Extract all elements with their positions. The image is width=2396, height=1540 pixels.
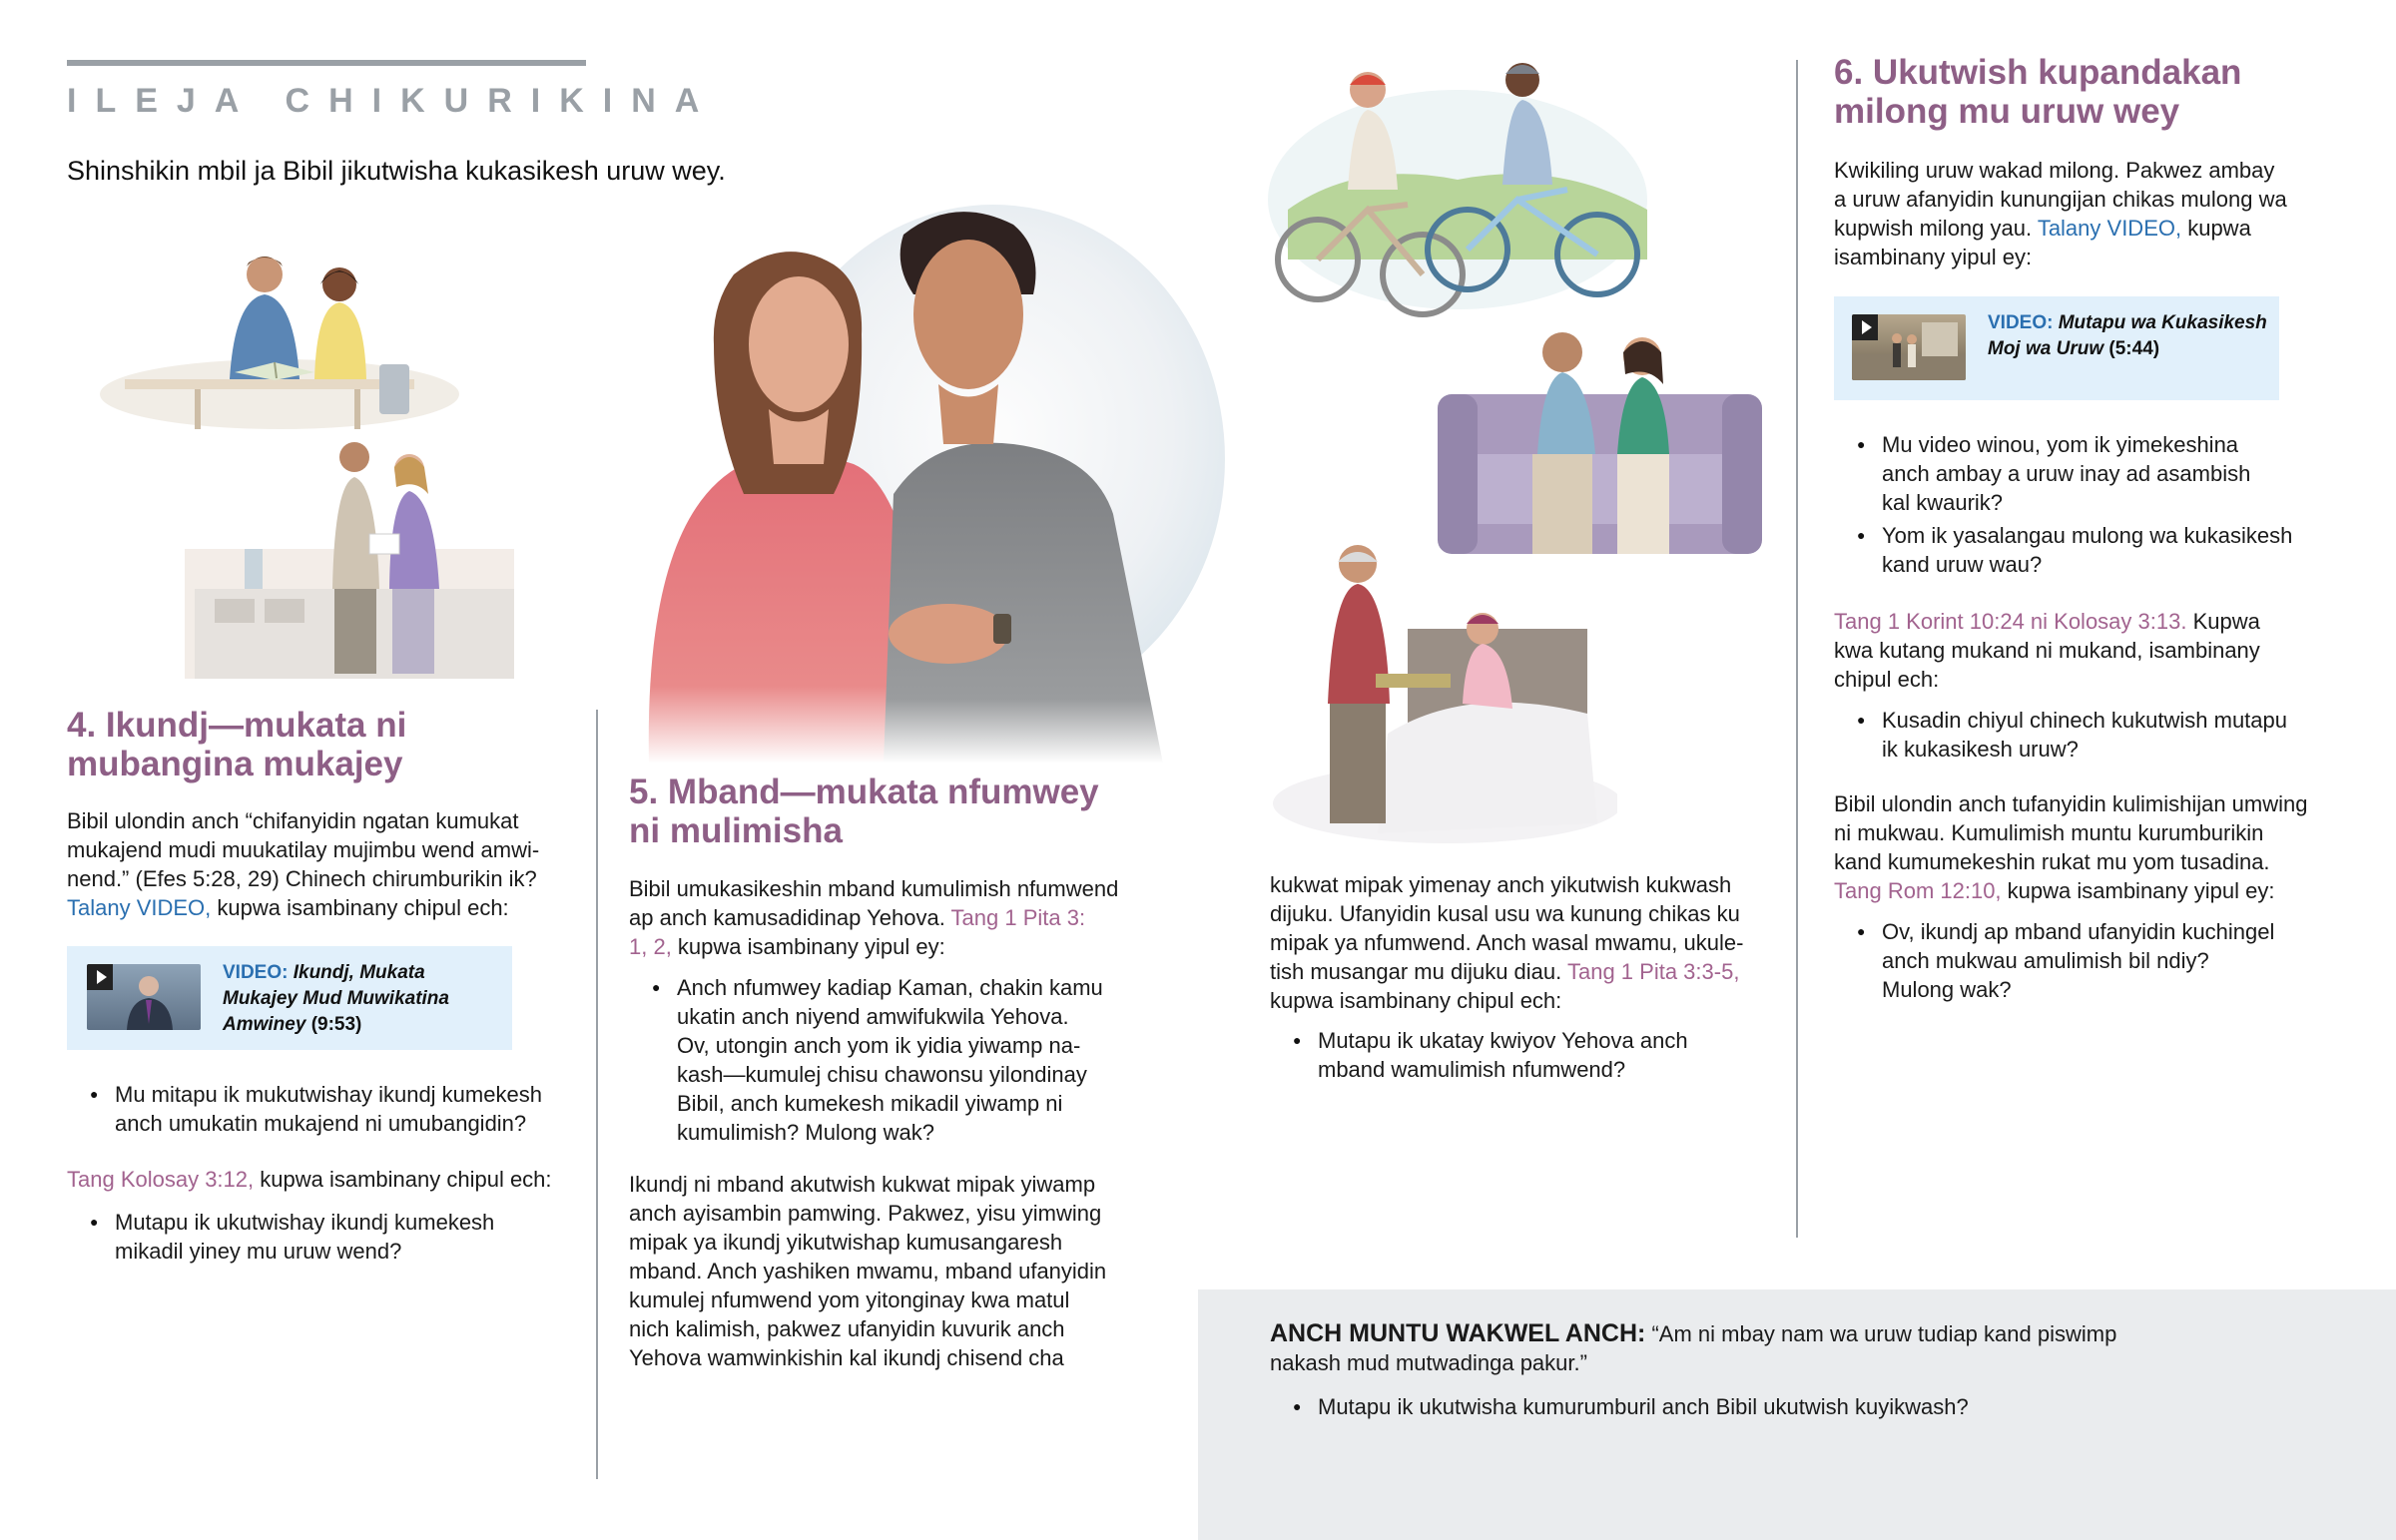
section6-questions-2	[1834, 706, 2353, 764]
objection-text: ANCH MUNTU WAKWEL ANCH: “Am ni mbay nam wa uruw tudiap kand piswimp nakash mud mutwadinga pakur.”	[1270, 1319, 2117, 1375]
list-item: ● Yom ik yasalangau mulong wa kukasikesh kand uruw wau?	[1834, 521, 2353, 579]
video-thumbnail[interactable]	[1852, 314, 1966, 380]
list-item: ● Mutapu ik ukutwisha kumurumburil anch Bibil ukutwish kuyikwash?	[1270, 1392, 2268, 1421]
objection-label: ANCH MUNTU WAKWEL ANCH:	[1270, 1319, 1646, 1347]
video-card-marriage[interactable]: VIDEO: Mutapu wa Kukasikesh Moj wa Uruw (5:44)	[1834, 296, 2279, 400]
lesson-label: ILEJA CHIKURIKINA	[67, 82, 719, 120]
section4-questions-1	[67, 1080, 586, 1138]
list-item: ● Kusadin chiyul chinech kukutwish mutapu ik kukasikesh uruw?	[1834, 706, 2353, 764]
watch-video-link[interactable]: Talany VIDEO,	[67, 895, 212, 920]
section5-continued-paragraph: kukwat mipak yimenay anch yikutwish kukwash dijuku. Ufanyidin kusal usu wa kunung chikas ku mipak ya nfumwend. Anch wasal mwamu, ukule- tish musangar mu dijuku diau. Tang 1 Pita 3:3-5, kupwa isambinany chipul ech:	[1270, 872, 1744, 1013]
section4-heading: 4. Ikundj—mukata ni mubangina mukajey	[67, 706, 407, 783]
section6-questions-3	[1834, 917, 2353, 1004]
play-icon[interactable]	[1852, 314, 1878, 340]
scripture-reference: Tang Rom 12:10,	[1834, 878, 2002, 903]
play-icon[interactable]	[87, 964, 113, 990]
video-thumbnail[interactable]	[87, 964, 201, 1030]
couple-kitchen-illustration	[185, 439, 514, 679]
caregiving-illustration	[1268, 534, 1617, 843]
column-divider	[1796, 60, 1798, 1238]
list-item: ● Mu mitapu ik mukutwishay ikundj kumekesh anch umukatin mukajend ni umubangidin?	[67, 1080, 586, 1138]
list-item: ● Ov, ikundj ap mband ufanyidin kuchingel anch mukwau amulimish bil ndiy? Mulong wak?	[1834, 917, 2353, 1004]
section5-heading: 5. Mband—mukata nfumwey ni mulimisha	[629, 772, 1099, 850]
section6-heading: 6. Ukutwish kupandakan milong mu uruw wey	[1834, 53, 2242, 131]
video-label: VIDEO:	[223, 962, 289, 983]
section5-questions	[629, 973, 1148, 1147]
section5-paragraph-1: Bibil umukasikeshin mband kumulimish nfumwend ap anch kamusadidinap Yehova. Tang 1 Pita 3: 1, 2, kupwa isambinany yipul ey:	[629, 876, 1119, 959]
list-item: ● Anch nfumwey kadiap Kaman, chakin kamu ukatin anch niyend amwifukwila Yehova. Ov, utongin anch yom ik yidia yiwamp na- kash—kumulej chisu chawonsu yilondinay Bibil, anch kumekesh mikadil yiwamp ni kumulimish? Mulong wak?	[629, 973, 1148, 1147]
scripture-reference: Tang 1 Korint 10:24 ni Kolosay 3:13.	[1834, 609, 2187, 634]
section4-paragraph: Bibil ulondin anch “chifanyidin ngatan kumukat mukajend mudi muukatilay mujimbu wend amwi- nend.” (Efes 5:28, 29) Chinech chirumburikin ik? Talany VIDEO, kupwa isambinany chipul ech:	[67, 808, 540, 920]
objection-questions	[1270, 1392, 2268, 1421]
intro-text: Shinshikin mbil ja Bibil jikutwisha kukasikesh uruw wey.	[67, 156, 726, 186]
section4-reference: Tang Kolosay 3:12, kupwa isambinany chipul ech:	[67, 1167, 552, 1192]
scripture-reference: Tang 1 Pita 3:	[950, 905, 1086, 930]
section4-questions-2	[67, 1208, 586, 1266]
video-label: VIDEO:	[1988, 312, 2054, 333]
video-duration: (9:53)	[310, 1014, 362, 1035]
list-item: ● Mu video winou, yom ik yimekeshina anch ambay a uruw inay ad asambish kal kwaurik?	[1834, 430, 2353, 517]
video-title: Ikundj, Mukata	[293, 962, 425, 983]
scripture-reference: Tang Kolosay 3:12,	[67, 1167, 255, 1192]
couple-cycling-illustration	[1258, 60, 1657, 329]
section6-questions-1	[1834, 430, 2353, 579]
scripture-reference: Tang 1 Pita 3:3-5,	[1566, 959, 1740, 984]
video-card-husbands[interactable]: VIDEO: Ikundj, Mukata Mukajey Mud Muwikatina Amwiney (9:53)	[67, 946, 512, 1050]
section6-paragraph-2: Bibil ulondin anch tufanyidin kulimishijan umwing ni mukwau. Kumulimish muntu kurumburikin kand kumumekeshin rukat mu yom tusadina. Tang Rom 12:10, kupwa isambinany yipul ey:	[1834, 791, 2308, 903]
watch-video-link[interactable]: Talany VIDEO,	[2037, 216, 2182, 241]
video-title: Mutapu wa Kukasikesh	[2058, 312, 2267, 333]
column-divider	[596, 710, 598, 1479]
list-item: ● Mutapu ik ukatay kwiyov Yehova anch mband wamulimish nfumwend?	[1270, 1026, 1789, 1084]
couple-holding-hands-illustration	[594, 195, 1233, 764]
section5-continued-questions	[1270, 1026, 1789, 1084]
list-item: ● Mutapu ik ukutwishay ikundj kumekesh mikadil yiney mu uruw wend?	[67, 1208, 586, 1266]
couple-studying-illustration	[95, 245, 464, 434]
section6-paragraph-1: Kwikiling uruw wakad milong. Pakwez ambay a uruw afanyidin kunungijan chikas mulong wa kupwish milong yau. Talany VIDEO, kupwa isambinany yipul ey:	[1834, 158, 2287, 269]
section5-paragraph-2: Ikundj ni mband akutwish kukwat mipak yiwamp anch ayisambin pamwing. Pakwez, yisu yimwing mipak ya ikundj yikutwishap kumusangaresh mband. Anch yashiken mwamu, mband ufanyidin kumulej nfumwend yom yitonginay kwa matul nich kalimish, pakwez ufanyidin kuvurik anch Yehova wamwinkishin kal ikundj chisend cha	[629, 1172, 1107, 1370]
header-rule	[67, 60, 586, 66]
video-duration: (5:44)	[2108, 338, 2160, 359]
section6-reference: Tang 1 Korint 10:24 ni Kolosay 3:13. Kupwa kwa kutang mukand ni mukand, isambinany chipul ech:	[1834, 609, 2260, 692]
